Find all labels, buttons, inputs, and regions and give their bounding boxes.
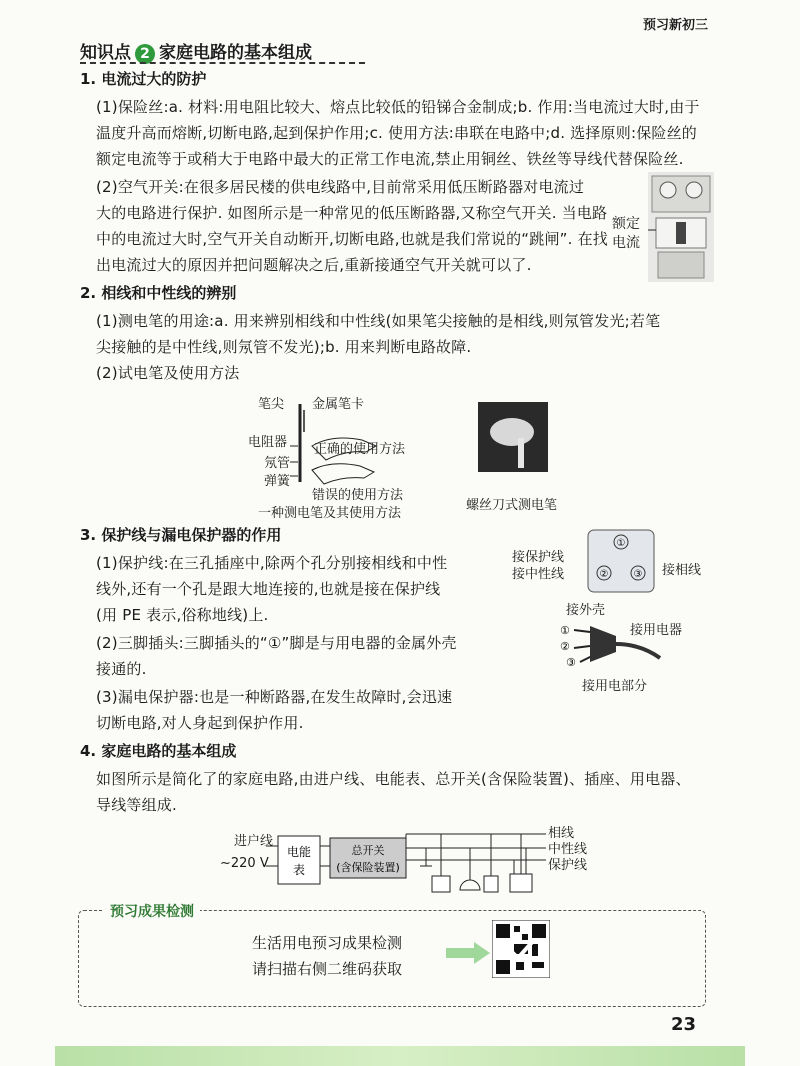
resistor-label: 电阻器	[248, 435, 288, 450]
three-pin-plug-paragraph: (2)三脚插头:三脚插头的“①”脚是与用电器的金属外壳 接通的.	[96, 634, 457, 678]
header-series: 预习新初三	[642, 18, 708, 33]
home-circuit-diagram	[226, 820, 550, 898]
correct-method-label: 正确的使用方法	[314, 442, 406, 457]
tester-use-paragraph: (1)测电笔的用途:a. 用来辨别相线和中性线(如果笔尖接触的是相线,则氖管发光;若笔 尖接触的是中性线,则氖管不发光);b. 用来判断电路故障.	[96, 312, 661, 356]
arrow-icon	[446, 940, 490, 966]
knowledge-point-title: 知识点 2 家庭电路的基本组成	[80, 43, 312, 63]
fuse-paragraph: (1)保险丝:a. 材料:用电阻比较大、熔点比较低的铅锑合金制成;b. 作用:当电流过大时,由于 温度升高而熔断,切断电路,起到保护作用;c. 使用方法:串联在电路中;d. 选择原则:保险丝的 额定电流等于或稍大于电路中最大的正常工作电流,禁止用铜丝、铁丝等导线代替保险丝.	[96, 98, 700, 168]
qr-code-icon[interactable]	[492, 920, 550, 978]
three-hole-socket	[586, 528, 656, 594]
section-4-title: 4. 家庭电路的基本组成	[80, 742, 237, 760]
meter-label-line2: 表	[292, 863, 306, 877]
home-circuit-paragraph: 如图所示是简化了的家庭电路,由进户线、电能表、总开关(含保险装置)、插座、用电器、 导线等组成.	[96, 770, 691, 814]
air-switch-image	[648, 172, 714, 282]
socket-num-3: ③	[633, 569, 643, 580]
plug-num-3: ③	[566, 656, 576, 669]
qr-line-1: 生活用电预习成果检测	[252, 934, 403, 952]
plug-appliance-label: 接用电器	[630, 623, 683, 638]
pe-wire-label: 保护线	[548, 858, 588, 873]
switch-label-line1: 总开关	[351, 844, 385, 857]
socket-num-1: ①	[616, 538, 626, 549]
three-pin-plug	[560, 618, 670, 674]
breaker-paragraph: (2)空气开关:在很多居民楼的供电线路中,目前常采用低压断路器对电流过 大的电路进行保护. 如图所示是一种常见的低压断路器,又称空气开关. 当电路 中的电流过大时,空气开关自动断开,切断电路,也就是我们常说的“跳闸”. 在找 出电流过大的原因并把问题解决之后,重新接通空气开关就可以了.	[96, 178, 608, 274]
screwdriver-tester-photo	[478, 402, 548, 472]
spring-label: 弹簧	[264, 474, 291, 489]
incoming-line-label: 进户线	[234, 834, 274, 849]
tester-pen-diagram	[290, 402, 390, 492]
pen-clip-label: 金属笔卡	[312, 397, 365, 412]
title-underline	[80, 62, 365, 64]
protective-wire-paragraph: (1)保护线:在三孔插座中,除两个孔分别接相线和中性 线外,还有一个孔是跟大地连接的,也就是接在保护线 (用 PE 表示,俗称地线)上.	[96, 554, 448, 624]
meter-label-line1: 电能	[286, 845, 312, 859]
preview-check-title: 预习成果检测	[104, 901, 200, 921]
section-2-title: 2. 相线和中性线的辨别	[80, 284, 237, 302]
kp-number-badge: 2	[135, 44, 155, 64]
socket-neutral-label: 接中性线	[512, 567, 565, 582]
plug-part-label: 接用电部分	[582, 679, 648, 694]
pen-tip-label: 笔尖	[258, 397, 285, 412]
neon-label: 氖管	[264, 456, 291, 471]
qr-line-2: 请扫描右侧二维码获取	[252, 960, 403, 978]
switch-label-line2: (含保险装置)	[336, 861, 400, 874]
leakage-protector-paragraph: (3)漏电保护器:也是一种断路器,在发生故障时,会迅速 切断电路,对人身起到保护作用.	[96, 688, 453, 732]
footer-bar	[55, 1046, 745, 1066]
plug-num-1: ①	[560, 624, 570, 637]
page-number: 23	[670, 1014, 696, 1035]
neutral-wire-label: 中性线	[548, 842, 588, 857]
socket-num-2: ②	[599, 569, 609, 580]
pen-diagram-caption: 一种测电笔及其使用方法	[258, 506, 402, 521]
plug-shell-label: 接外壳	[566, 603, 606, 618]
wrong-method-label: 错误的使用方法	[312, 488, 404, 503]
voltage-label: ~220 V	[220, 856, 269, 871]
tester-method-heading: (2)试电笔及使用方法	[96, 364, 240, 382]
section-1-title: 1. 电流过大的防护	[80, 70, 207, 88]
socket-pe-label: 接保护线	[512, 550, 565, 565]
socket-live-label: 接相线	[662, 563, 702, 578]
photo-caption: 螺丝刀式测电笔	[466, 498, 558, 513]
live-wire-label: 相线	[548, 826, 575, 841]
plug-num-2: ②	[560, 640, 570, 653]
rated-current-label: 额定 电流	[612, 216, 640, 251]
section-3-title: 3. 保护线与漏电保护器的作用	[80, 526, 282, 544]
